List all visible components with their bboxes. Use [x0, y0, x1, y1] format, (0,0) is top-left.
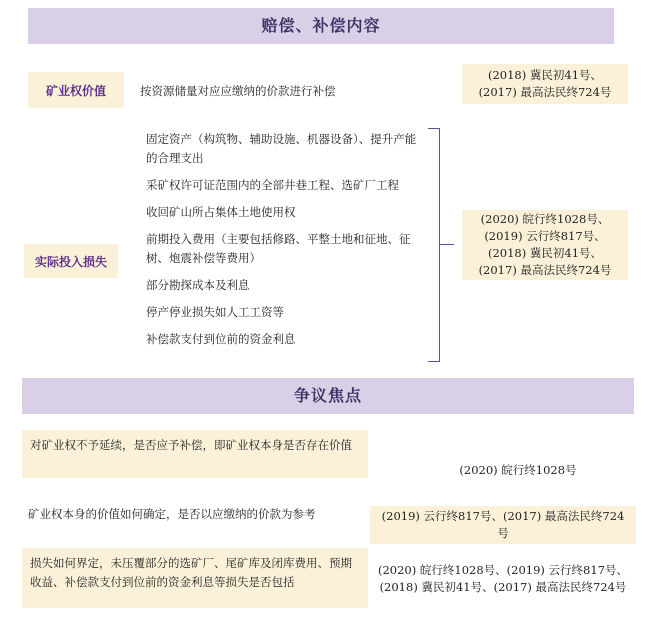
issue-ref-2-text: (2019) 云行终817号、(2017) 最高法民终724号 [381, 509, 625, 540]
issue-ref-1: (2020) 皖行终1028号 [459, 463, 577, 477]
section-title-compensation: 赔偿、补偿内容 [261, 16, 381, 35]
label-mining-right-value-text: 矿业权价值 [45, 83, 106, 98]
ref-line: (2017) 最高法民终724号 [478, 85, 612, 99]
ref-line: (2017) 最高法民终724号 [478, 263, 612, 277]
bracket-connector [440, 244, 454, 245]
section-banner-disputes [22, 378, 634, 414]
grouping-bracket [428, 128, 440, 362]
list-item: 收回矿山所占集体土地使用权 [146, 205, 296, 219]
list-item: 前期投入费用（主要包括修路、平整土地和征地、征树、炮震补偿等费用） [146, 232, 411, 265]
list-item: 固定资产（构筑物、辅助设施、机器设备）、提升产能的合理支出 [146, 132, 417, 165]
label-mining-right-value [28, 72, 124, 108]
list-item: 采矿权许可证范围内的全部井巷工程、选矿厂工程 [146, 178, 399, 192]
section-banner-compensation [28, 8, 614, 44]
issue-question-3: 损失如何界定，未压覆部分的选矿厂、尾矿库及闭库费用、预期收益、补偿款支付到位前的资金利息等损失是否包括 [22, 548, 368, 608]
ref-line: (2018) 冀民初41号、 [487, 246, 603, 260]
ref-line: (2020) 皖行终1028号、 [480, 212, 610, 226]
issue-ref-2 [370, 506, 636, 544]
list-item: 部分勘探成本及利息 [146, 278, 250, 292]
label-actual-loss [24, 244, 118, 278]
list-item: 补偿款支付到位前的资金利息 [146, 332, 296, 346]
label-actual-loss-text: 实际投入损失 [34, 254, 107, 269]
mining-value-refs [462, 64, 628, 104]
issue-ref-3: (2020) 皖行终1028号、(2019) 云行终817号、(2018) 冀民初41号、(2017) 最高法民终724号 [377, 563, 628, 594]
section-title-disputes: 争议焦点 [293, 386, 362, 405]
issue-question-1: 对矿业权不予延续，是否应予补偿，即矿业权本身是否存在价值 [22, 430, 368, 478]
list-item: 停产停业损失如人工工资等 [146, 305, 284, 319]
ref-line: (2019) 云行终817号、 [484, 229, 606, 243]
mining-value-description: 按资源储量对应应缴纳的价款进行补偿 [140, 84, 336, 98]
actual-loss-list [146, 130, 424, 349]
ref-line: (2018) 冀民初41号、 [487, 68, 603, 82]
issue-question-2: 矿业权本身的价值如何确定，是否以应缴纳的价款为参考 [28, 507, 316, 521]
actual-loss-refs [462, 210, 628, 280]
